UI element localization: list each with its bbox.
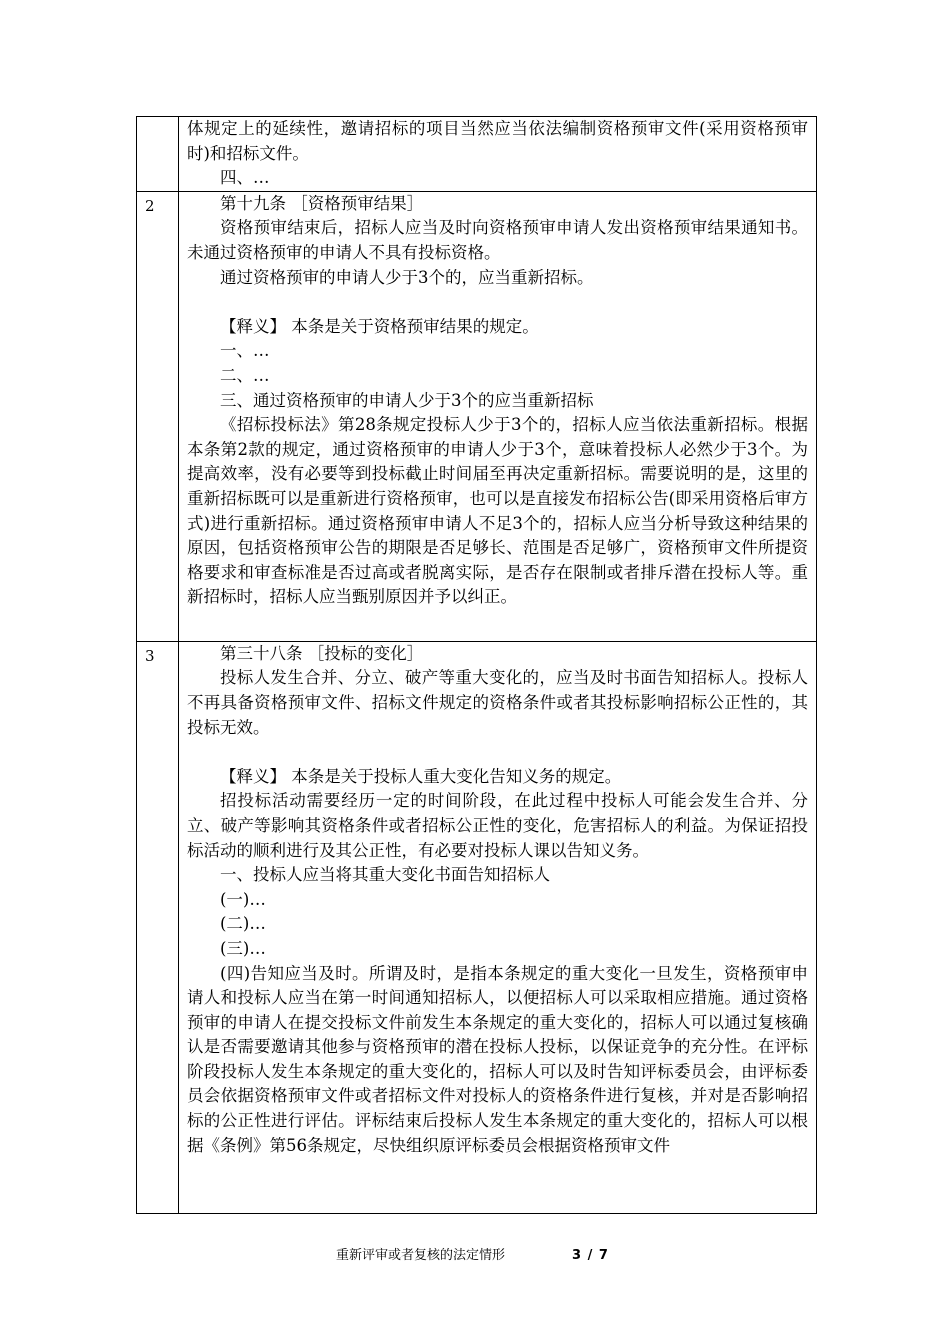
blank-line (187, 290, 808, 315)
paragraph: 三、通过资格预审的申请人少于3个的应当重新招标 (220, 390, 594, 410)
document-table (136, 116, 817, 1214)
blank-line (187, 740, 808, 765)
paragraph: 资格预审结束后，招标人应当及时向资格预审申请人发出资格预审结果通知书。未通过资格预审的申请人不具有投标资格。 (187, 218, 808, 262)
row-number: 3 (137, 641, 179, 1213)
paragraph: 【释义】 本条是关于资格预审结果的规定。 (220, 316, 539, 336)
paragraph: 通过资格预审的申请人少于3个的，应当重新招标。 (220, 267, 594, 287)
paragraph: 四、… (220, 168, 270, 188)
paragraph: 一、投标人应当将其重大变化书面告知招标人 (220, 865, 550, 885)
row-content (179, 117, 817, 192)
paragraph: (三)… (220, 938, 266, 958)
page-number: 3 / 7 (572, 1248, 609, 1263)
row-number (137, 117, 179, 192)
paragraph: (四)告知应当及时。所谓及时，是指本条规定的重大变化一旦发生，资格预审申请人和投标人应当在第一时间通知招标人，以便招标人可以采取相应措施。通过资格预审的申请人在提交投标文件前发生本条规定的重大变化的，招标人可以通过复核确认是否需要邀请其他参与资格预审的潜在投标人投标，以保证竞争的充分性。在评标阶段投标人发生本条规定的重大变化的，招标人可以及时告知评标委员会，由评标委员会依据资格预审文件或者招标文件对投标人的资格条件进行复核，并对是否影响招标的公正性进行评估。评标结束后投标人发生本条规定的重大变化的，招标人可以根据《条例》第56条规定，尽快组织原评标委员会根据资格预审文件 (187, 963, 808, 1155)
paragraph: 第十九条 ［资格预审结果］ (220, 193, 424, 213)
table-row (137, 117, 817, 192)
paragraph: 招投标活动需要经历一定的时间阶段，在此过程中投标人可能会发生合并、分立、破产等影响其资格条件或者招标公正性的变化，危害招标人的利益。为保证招投标活动的顺利进行及其公正性，有必要对投标人课以告知义务。 (187, 791, 808, 860)
table-body (137, 117, 817, 1214)
paragraph: 投标人发生合并、分立、破产等重大变化的，应当及时书面告知招标人。投标人不再具备资格预审文件、招标文件规定的资格条件或者其投标影响招标公正性的，其投标无效。 (187, 668, 808, 737)
paragraph: 二、… (220, 365, 270, 385)
paragraph: (一)… (220, 889, 266, 909)
paragraph: 【释义】 本条是关于投标人重大变化告知义务的规定。 (220, 766, 622, 786)
row-number: 2 (137, 191, 179, 641)
table-row (137, 641, 817, 1213)
paragraph: (二)… (220, 914, 266, 934)
footer-title: 重新评审或者复核的法定情形 (336, 1248, 506, 1263)
row-content (179, 191, 817, 641)
paragraph: 《招标投标法》第28条规定投标人少于3个的，招标人应当依法重新招标。根据本条第2款的规定，通过资格预审的申请人少于3个，意味着投标人必然少于3个。为提高效率，没有必要等到投标截止时间届至再决定重新招标。需要说明的是，这里的重新招标既可以是重新进行资格预审，也可以是直接发布招标公告(即采用资格后审方式)进行重新招标。通过资格预审申请人不足3个的，招标人应当分析导致这种结果的原因，包括资格预审公告的期限是否足够长、范围是否足够广，资格预审文件所提资格要求和审查标准是否过高或者脱离实际，是否存在限制或者排斥潜在投标人等。重新招标时，招标人应当甄别原因并予以纠正。 (187, 415, 808, 607)
row-content (179, 641, 817, 1213)
paragraph: 一、… (220, 341, 270, 361)
paragraph: 第三十八条 ［投标的变化］ (220, 643, 424, 663)
paragraph: 体规定上的延续性，邀请招标的项目当然应当依法编制资格预审文件(采用资格预审时)和招标文件。 (187, 119, 808, 163)
table-row (137, 191, 817, 641)
